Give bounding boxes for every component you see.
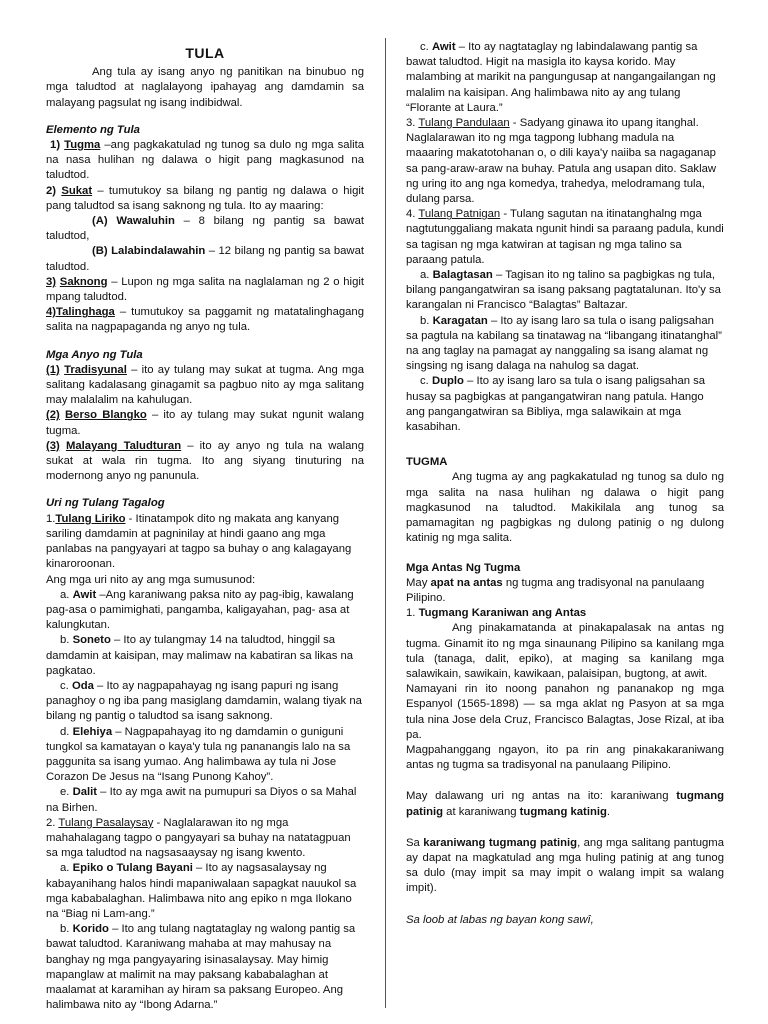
tugma-heading: TUGMA [406, 456, 448, 469]
antas-intro: May apat na antas ng tugma ang tradisyonal na panulaang Pilipino. [406, 576, 705, 604]
uri-balagtasan: a. Balagtasan – Tagisan ito ng talino sa pagbigkas ng tula, bilang pangangatwiran sa isang paksang pagtatalunan. Ito'y sa karangalan ni Francisco “Balagtas” Baltazar. [406, 269, 721, 312]
antas-heading: Mga Antas Ng Tugma [406, 561, 521, 574]
patinig-paragraph: Sa karaniwang tugmang patinig, ang mga salitang pantugma ay dapat na magkatulad ang mga huling patinig at ang tunog sa dulo (may impit sa may impit o walang impit sa walang impit). [406, 836, 725, 895]
elemento-heading: Elemento ng Tula [46, 123, 140, 136]
antas-karaniwan-p1: Ang pinakamatanda at pinakapalasak na antas ng tugma. Ginamit ito ng mga sinaunang Pilipino sa kanilang mga tula (tanaga, dalit, epiko), at maging sa kanilang mga salawikain, sawikain, kawikaan, palaisipan, bugtong, at awit. [406, 622, 724, 680]
document-title: TULA [185, 45, 225, 61]
uri-elehiya: d. Elehiya – Nagpapahayag ito ng damdamin o guniguni tungkol sa kamatayan o kaya'y tula ng pananangis lalo na sa paggunita sa isang yumao. Ang halimbawa ay tula ni Jose Corazon De Jesus na “Isang Punong Kahoy”. [46, 725, 351, 784]
sukat-wawaluhin: (A) Wawaluhin – 8 bilang ng pantig sa bawat taludtod, [46, 215, 365, 243]
uri-pasalaysay: 2. Tulang Pasalaysay - Naglalarawan ito ng mga mahahalagang tagpo o pangyayari sa buhay na natatagpuan sa mga taludtod na nagsasaaysay ng isang kwento. [46, 816, 351, 860]
uri-oda: c. Oda – Ito ay nagpapahayag ng isang papuri ng isang panaghoy o ng iba pang masiglang damdamin, walang tiyak na bilang ng pantig o taludtod sa isang saknong. [46, 679, 362, 723]
verse-example: Sa loob at labas ng bayan kong sawî, [406, 913, 594, 926]
uri-awit-labindalawa: c. Awit – Ito ay nagtataglay ng labindalawang pantig sa bawat taludtod. Higit na masigla ito kaysa korido. May malambing at marikit na pangungusap at nangangailangan ng malalim na kaisipan. Ang halimbawa nito ay ang tulang “Florante at Laura.” [406, 41, 716, 114]
uri-epiko: a. Epiko o Tulang Bayani – Ito ay nagsasalaysay ng kabayanihang halos hindi mapaniwalaan sapagkat nauukol sa mga kababalaghan. Halimbawa nito ang epiko n mga Ilokano na “Biag ni Lam-ang.” [46, 862, 357, 920]
uri-heading: Uri ng Tulang Tagalog [46, 497, 165, 510]
elemento-tugma: 1) Tugma –ang pagkakatulad ng tunog sa dulo ng mga salita na nasa hulihan ng dalawa o higit pang magkasunod na taludtod. [46, 139, 365, 182]
column-divider [385, 38, 386, 1008]
uri-mga-uri: Ang mga uri nito ay ang mga sumusunod: [46, 573, 256, 586]
elemento-saknong: 3) Saknong – Lupon ng mga salita na naglalaman ng 2 o higit mpang taludtod. [46, 275, 364, 304]
right-column [406, 40, 724, 928]
antas-uri: May dalawang uri ng antas na ito: karaniwang tugmang patinig at karaniwang tugmang katinig. [406, 790, 724, 818]
anyo-tradisyunal: (1) Tradisyunal – ito ay tulang may sukat at tugma. Ang mga salitang kadalasang ginagamit sa pagbuo nito ay mga salitang may malalalim na kahulugan. [46, 363, 364, 407]
antas-karaniwan-p3: Magpahanggang ngayon, ito pa rin ang pinakakaraniwang antas ng tugma sa tradisyonal na panulaang Pilipino. [406, 743, 724, 772]
sukat-lalabindalawahin: (B) Lalabindalawahin – 12 bilang ng pantig sa bawat taludtod. [46, 245, 364, 273]
tugma-definition: Ang tugma ay ang pagkakatulad ng tunog sa dulo ng mga salita na nasa hulihan ng dalawa o higit pang magkasunod na taludtod. Makikilala ang tunog sa pamamagitan ng pagbigkas ng dulong patinig o ng dulong katinig ng mga salita. [406, 471, 724, 545]
elemento-talinghaga: 4)Talinghaga – tumutukoy sa paggamit ng matatalinghagang salita na nagpapaganda ng anyo ng tula. [46, 306, 364, 334]
left-column [46, 40, 364, 1013]
uri-liriko: 1.Tulang Liriko - Itinatampok dito ng makata ang kanyang sariling damdamin at pagninilay at hindi gaano ang mga panlabas na pangyayari at tagpo sa buhay o ang kalagayang kinaroroonan. [46, 512, 352, 571]
anyo-heading: Mga Anyo ng Tula [46, 348, 143, 361]
uri-dalit: e. Dalit – Ito ay mga awit na pumupuri sa Diyos o sa Mahal na Birhen. [46, 786, 357, 814]
elemento-sukat: 2) Sukat – tumutukoy sa bilang ng pantig ng dalawa o higit pang taludtod sa isang saknong ng tula. Ito ay maaring: [46, 184, 364, 212]
intro-paragraph: Ang tula ay isang anyo ng panitikan na binubuo ng mga taludtod at naglalayong ipahayag ang damdamin sa malayang pagsulat ng isang indibidwal. [46, 66, 364, 109]
uri-soneto: b. Soneto – Ito ay tulangmay 14 na taludtod, hinggil sa damdamin at kaisipan, may malimaw na kabatiran sa likas na pagkatao. [46, 634, 354, 677]
uri-awit: a. Awit –Ang karaniwang paksa nito ay pag-ibig, kawalang pag-asa o pamimighati, pangamba, kaligayahan, pag- asa at kalungkutan. [46, 588, 354, 632]
antas-karaniwan-p2: Namayani rin ito noong panahon ng pananakop ng mga Espanyol (1565-1898) — sa mga aklat ng Pasyon at sa mga tula nina Jose dela Cruz, Francisco Balagtas, Jose Rizal, at iba pa. [406, 683, 724, 741]
uri-duplo: c. Duplo – Ito ay isang laro sa tula o isang paligsahan sa husay sa pagbigkas at pangangatwiran nang patula. Hango ang pangangatwiran sa Bibliya, mga salawikain at mga kasabihan. [406, 375, 706, 434]
uri-pandulaan: 3. Tulang Pandulaan - Sadyang ginawa ito upang itanghal. Naglalarawan ito ng mga tagpong lubhang madula na maaaring makatotohanan o, o dili kaya'y naiiba sa nagaganap sa pang-araw-araw na buhay. Patula ang usapan dito. Saklaw ng uring ito ang nga komedya, trahedya, melodramang tula, dulang parsa. [406, 117, 717, 206]
anyo-berso-blangko: (2) Berso Blangko – ito ay tulang may sukat ngunit walang tugma. [46, 409, 364, 437]
uri-karagatan: b. Karagatan – Ito ay isang laro sa tula o isang paligsahan sa pagtula na kabilang sa tinatawag na “libangang itinatanghal” na ang taglay na pamagat ay nanggaling sa isang alamat ng singsing ng isang dalaga na nahulog sa dagat. [406, 314, 722, 373]
antas-karaniwan-title: 1. Tugmang Karaniwan ang Antas [406, 607, 587, 620]
uri-patnigan: 4. Tulang Patnigan - Tulang sagutan na itinatanghalng mga nagtutunggaliang makata ngunit hindi sa paraang padula, kundi sa tagisan ng mga katwiran at tagisan ng mga talino sa paraang patula. [406, 208, 724, 266]
anyo-malayang-taludturan: (3) Malayang Taludturan – ito ay anyo ng tula na walang sukat at wala rin tugma. Ito ang siyang tinuturing na modernong anyo ng panunula. [46, 439, 364, 483]
uri-korido: b. Korido – Ito ang tulang nagtataglay ng walong pantig sa bawat taludtod. Karaniwang mahaba at may mahusay na banghay ng mga pangyayaring isinasalaysay. May himig mapanglaw at malimit na may paksang kababalaghan at maalamat at karamihan ay hiram sa paksang Europeo. Ang halimbawa nito ay “Ibong Adarna.” [46, 923, 356, 1012]
